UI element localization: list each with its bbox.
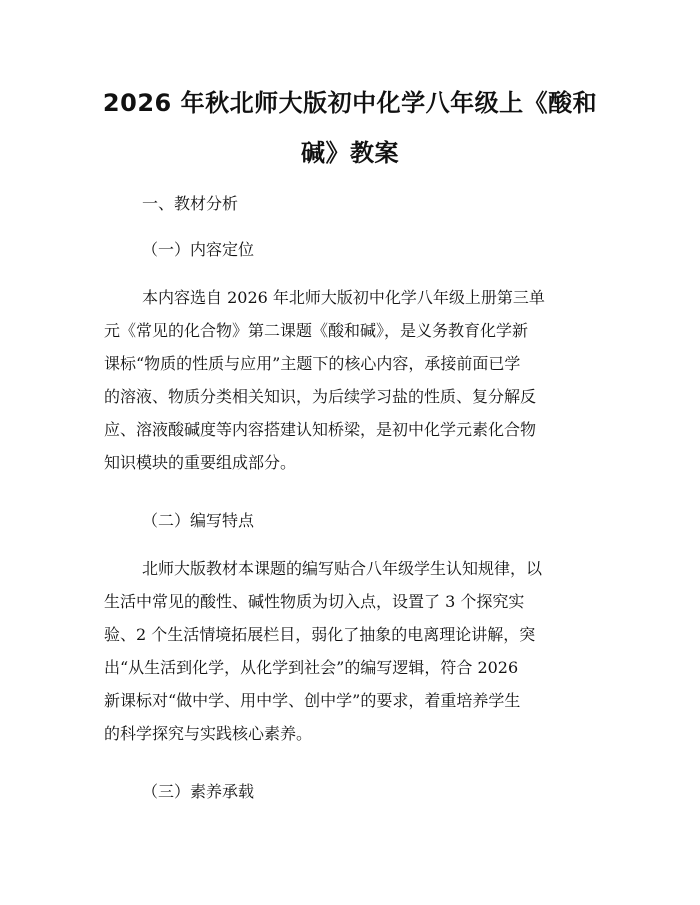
title-line-2: 碱》教案 (301, 139, 399, 167)
paragraph-line: 出“从生活到化学，从化学到社会”的编写逻辑，符合 2026 (104, 658, 519, 677)
paragraph-line: 知识模块的重要组成部分。 (104, 453, 297, 472)
paragraph-line: 元《常见的化合物》第二课题《酸和碱》，是义务教育化学新 (104, 321, 529, 340)
subsection-heading-content-positioning: （一）内容定位 (142, 240, 255, 259)
document-title (92, 78, 608, 178)
paragraph-line: 生活中常见的酸性、碱性物质为切入点，设置了 3 个探究实 (104, 592, 525, 611)
paragraph-line: 新课标对“做中学、用中学、创中学”的要求，着重培养学生 (104, 691, 521, 710)
title-line-1: 2026 年秋北师大版初中化学八年级上《酸和 (102, 89, 598, 117)
content-positioning-paragraph (104, 281, 600, 479)
paragraph-line: 应、溶液酸碱度等内容搭建认知桥梁，是初中化学元素化合物 (104, 420, 537, 439)
subsection-heading-literacy-support: （三）素养承载 (142, 782, 255, 801)
writing-features-paragraph (104, 552, 600, 750)
section-heading-textbook-analysis: 一、教材分析 (142, 194, 239, 213)
subsection-heading-writing-features: （二）编写特点 (142, 511, 255, 530)
paragraph-line: 的科学探究与实践核心素养。 (104, 724, 313, 743)
paragraph-line: 本内容选自 2026 年北师大版初中化学八年级上册第三单 (142, 288, 545, 307)
paragraph-line: 北师大版教材本课题的编写贴合八年级学生认知规律，以 (142, 559, 543, 578)
paragraph-line: 的溶液、物质分类相关知识，为后续学习盐的性质、复分解反 (104, 387, 537, 406)
paragraph-line: 课标“物质的性质与应用”主题下的核心内容，承接前面已学 (104, 354, 521, 373)
paragraph-line: 验、2 个生活情境拓展栏目，弱化了抽象的电离理论讲解，突 (104, 625, 536, 644)
